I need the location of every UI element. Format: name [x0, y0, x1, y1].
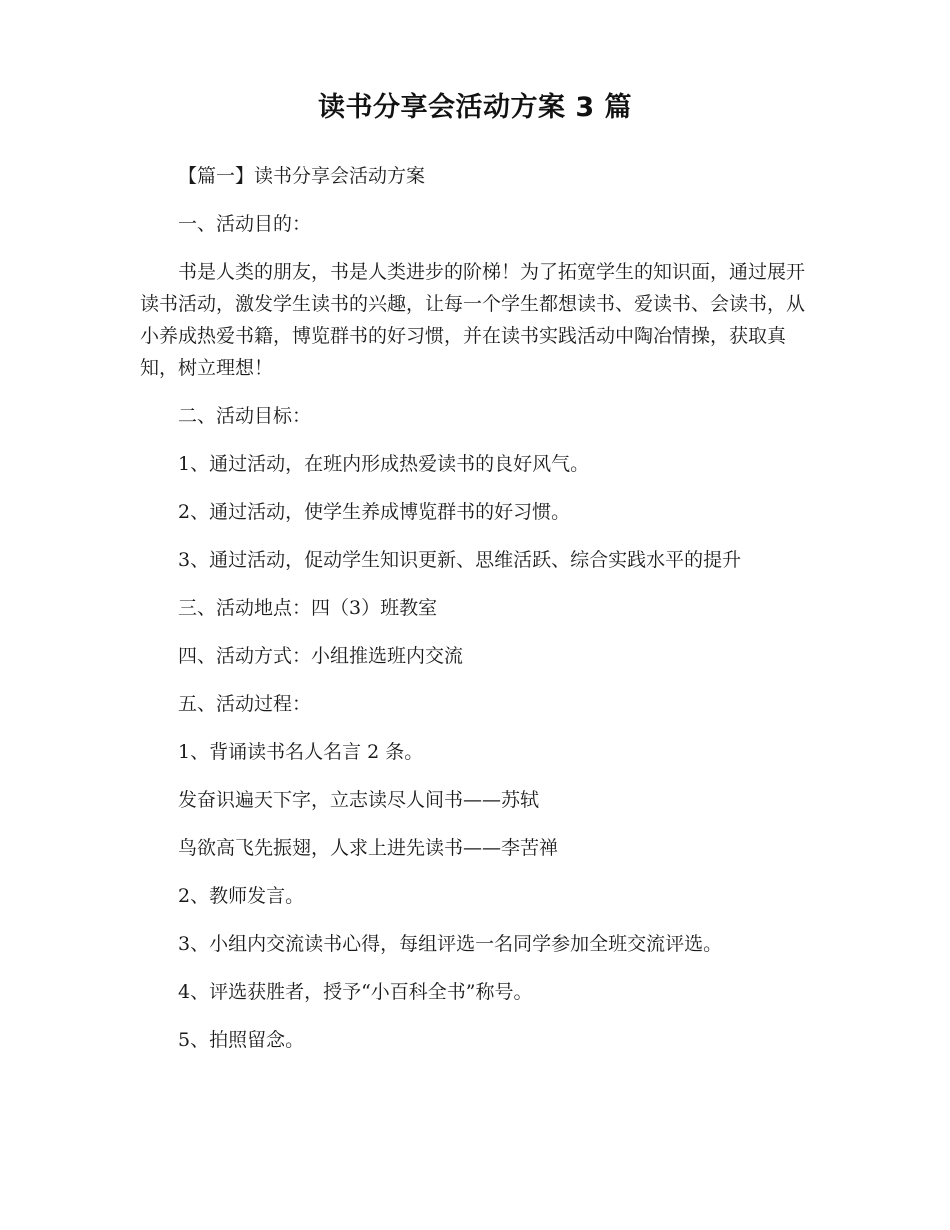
subsection-heading: 二、活动目标： — [178, 405, 312, 427]
list-item: 2、教师发言。 — [178, 885, 305, 907]
list-item: 3、小组内交流读书心得，每组评选一名同学参加全班交流评选。 — [178, 933, 723, 955]
list-item: 1、通过活动，在班内形成热爱读书的良好风气。 — [178, 453, 590, 475]
document-body — [140, 160, 810, 1072]
quote-line: 鸟欲高飞先振翅，人求上进先读书——李苦禅 — [178, 837, 559, 859]
subsection-heading: 一、活动目的： — [178, 213, 312, 235]
quote-line: 发奋识遍天下字，立志读尽人间书——苏轼 — [178, 789, 540, 811]
list-item: 4、评选获胜者，授予“小百科全书”称号。 — [178, 981, 533, 1003]
list-item: 3、通过活动，促动学生知识更新、思维活跃、综合实践水平的提升 — [178, 549, 742, 571]
subsection-heading: 四、活动方式：小组推选班内交流 — [178, 645, 464, 667]
document-title: 读书分享会活动方案 3 篇 — [317, 92, 633, 123]
list-item: 5、拍照留念。 — [178, 1029, 305, 1051]
list-item: 1、背诵读书名人名言 2 条。 — [178, 741, 424, 763]
subsection-heading: 五、活动过程： — [178, 693, 312, 715]
body-paragraph: 书是人类的朋友，书是人类进步的阶梯！为了拓宽学生的知识面，通过展开读书活动，激发学生读书的兴趣，让每一个学生都想读书、爱读书、会读书，从小养成热爱书籍，博览群书的好习惯，并在读书实践活动中陶冶情操，获取真知，树立理想！ — [140, 261, 806, 379]
subsection-heading: 三、活动地点：四（3）班教室 — [178, 597, 438, 619]
section-heading: 【篇一】读书分享会活动方案 — [178, 165, 426, 187]
list-item: 2、通过活动，使学生养成博览群书的好习惯。 — [178, 501, 571, 523]
